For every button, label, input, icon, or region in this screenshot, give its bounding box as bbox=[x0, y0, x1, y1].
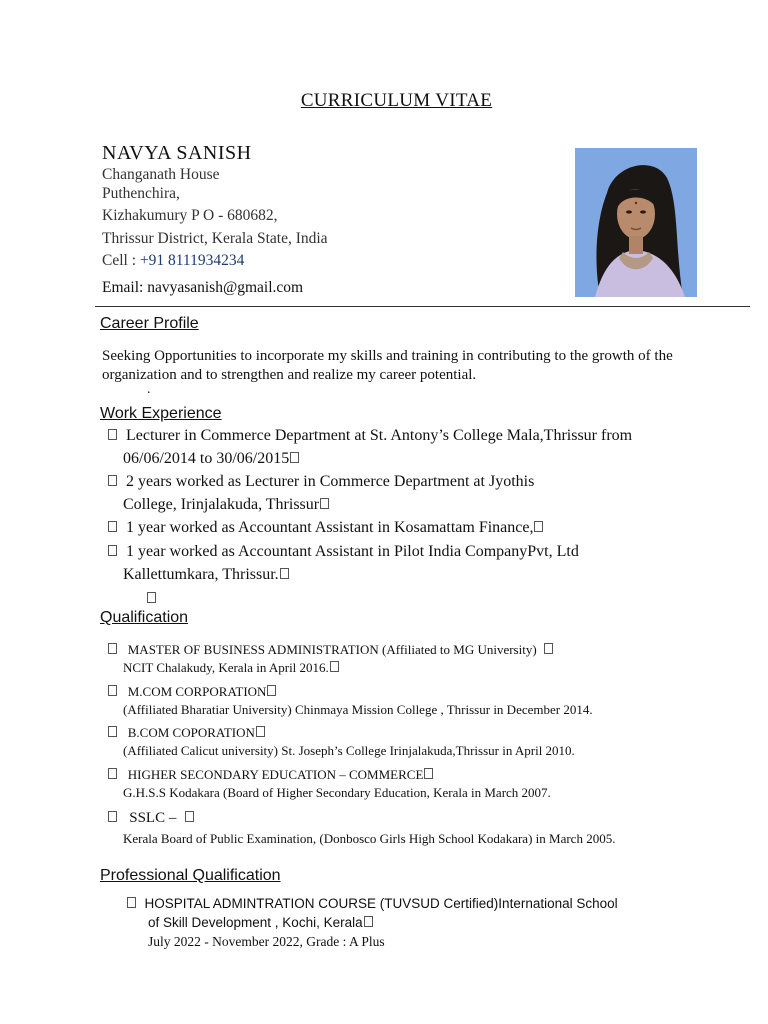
qualification-detail: (Affiliated Calicut university) St. Joseph’s College Irinjalakuda,Thrissur in April 2010. bbox=[123, 743, 575, 758]
work-item-text: College, Irinjalakuda, Thrissur bbox=[123, 496, 320, 513]
phone-number[interactable]: +91 8111934234 bbox=[139, 252, 245, 269]
box-icon bbox=[256, 726, 265, 737]
work-item-text: 1 year worked as Accountant Assistant in Pilot India CompanyPvt, Ltd bbox=[126, 543, 579, 560]
list-item bbox=[107, 810, 195, 827]
professional-detail bbox=[148, 915, 374, 930]
qualification-title: HIGHER SECONDARY EDUCATION – COMMERCE bbox=[127, 767, 424, 782]
list-item bbox=[107, 424, 632, 447]
work-item-text: Lecturer in Commerce Department at St. Antony’s College Mala,Thrissur from bbox=[126, 427, 633, 444]
bullet-box-icon bbox=[108, 521, 117, 532]
qualification-detail bbox=[123, 660, 340, 676]
list-item-continuation bbox=[123, 447, 300, 470]
address-line: Thrissur District, Kerala State, India bbox=[102, 230, 328, 247]
professional-title: HOSPITAL ADMINTRATION COURSE (TUVSUD Certified)International School bbox=[144, 896, 618, 911]
list-item bbox=[107, 540, 579, 563]
bullet-box-icon bbox=[108, 429, 117, 440]
list-item bbox=[107, 725, 266, 741]
box-icon bbox=[424, 768, 433, 779]
box-icon bbox=[544, 643, 553, 654]
bullet-box-icon bbox=[108, 685, 117, 696]
list-item bbox=[107, 767, 434, 783]
box-icon bbox=[330, 661, 339, 672]
box-icon bbox=[364, 916, 373, 927]
qualification-title: B.COM COPORATION bbox=[127, 725, 255, 740]
box-icon bbox=[280, 568, 289, 579]
stray-dot: . bbox=[147, 382, 151, 397]
box-icon bbox=[534, 521, 543, 532]
list-item bbox=[107, 470, 534, 493]
address-line: Changanath House bbox=[102, 166, 220, 183]
qualification-title: M.COM CORPORATION bbox=[127, 684, 267, 699]
section-heading-career-profile: Career Profile bbox=[100, 315, 199, 332]
section-heading-qualification: Qualification bbox=[100, 609, 189, 626]
bullet-box-icon bbox=[108, 475, 117, 486]
cell-label: Cell : bbox=[102, 252, 137, 269]
list-item bbox=[126, 896, 618, 911]
qualification-affiliation: (Affiliated to MG University) bbox=[382, 642, 537, 657]
box-icon bbox=[290, 452, 299, 463]
qualification-detail-text: NCIT Chalakudy, Kerala in April 2016. bbox=[123, 660, 329, 675]
bullet-box-icon bbox=[108, 545, 117, 556]
list-item bbox=[107, 516, 544, 539]
box-icon bbox=[146, 590, 157, 608]
qualification-detail: G.H.S.S Kodakara (Board of Higher Secondary Education, Kerala in March 2007. bbox=[123, 785, 551, 800]
work-item-text: 2 years worked as Lecturer in Commerce Department at Jyothis bbox=[126, 473, 535, 490]
bullet-box-icon bbox=[127, 897, 136, 908]
phone-line bbox=[102, 252, 244, 270]
professional-dates: July 2022 - November 2022, Grade : A Plus bbox=[148, 934, 385, 949]
list-item bbox=[107, 684, 277, 700]
bullet-box-icon bbox=[108, 726, 117, 737]
qualification-detail: (Affiliated Bharatiar University) Chinmaya Mission College , Thrissur in December 2014. bbox=[123, 702, 593, 717]
qualification-detail: Kerala Board of Public Examination, (Donbosco Girls High School Kodakara) in March 2005. bbox=[123, 831, 616, 846]
box-icon bbox=[185, 811, 194, 822]
professional-detail-text: of Skill Development , Kochi, Kerala bbox=[148, 915, 363, 930]
section-heading-work-experience: Work Experience bbox=[100, 405, 222, 422]
bullet-box-icon bbox=[108, 768, 117, 779]
work-item-text: Kallettumkara, Thrissur. bbox=[123, 566, 279, 583]
address-line: Puthenchira, bbox=[102, 185, 180, 202]
page-title: CURRICULUM VITAE bbox=[300, 90, 493, 111]
email-line[interactable]: Email: navyasanish@gmail.com bbox=[102, 279, 304, 296]
profile-photo bbox=[575, 148, 697, 297]
candidate-name: NAVYA SANISH bbox=[102, 142, 252, 164]
list-item-continuation bbox=[123, 493, 330, 516]
list-item-continuation bbox=[123, 563, 290, 586]
work-item-text: 1 year worked as Accountant Assistant in Kosamattam Finance, bbox=[126, 519, 534, 536]
career-profile-text: Seeking Opportunities to incorporate my skills and training in contributing to the growth of the organization and to strengthen and realize my career potential. bbox=[102, 348, 673, 383]
bullet-box-icon bbox=[108, 643, 117, 654]
qualification-title: SSLC – bbox=[129, 810, 177, 826]
address-line: Kizhakumury P O - 680682, bbox=[102, 207, 278, 224]
work-item-text: 06/06/2014 to 30/06/2015 bbox=[123, 450, 290, 467]
bullet-box-icon bbox=[108, 811, 117, 822]
qualification-title: MASTER OF BUSINESS ADMINISTRATION bbox=[127, 642, 379, 657]
section-heading-professional-qualification: Professional Qualification bbox=[100, 867, 281, 884]
header-divider bbox=[95, 306, 750, 307]
list-item bbox=[107, 642, 554, 658]
box-icon bbox=[267, 685, 276, 696]
box-icon bbox=[320, 498, 329, 509]
